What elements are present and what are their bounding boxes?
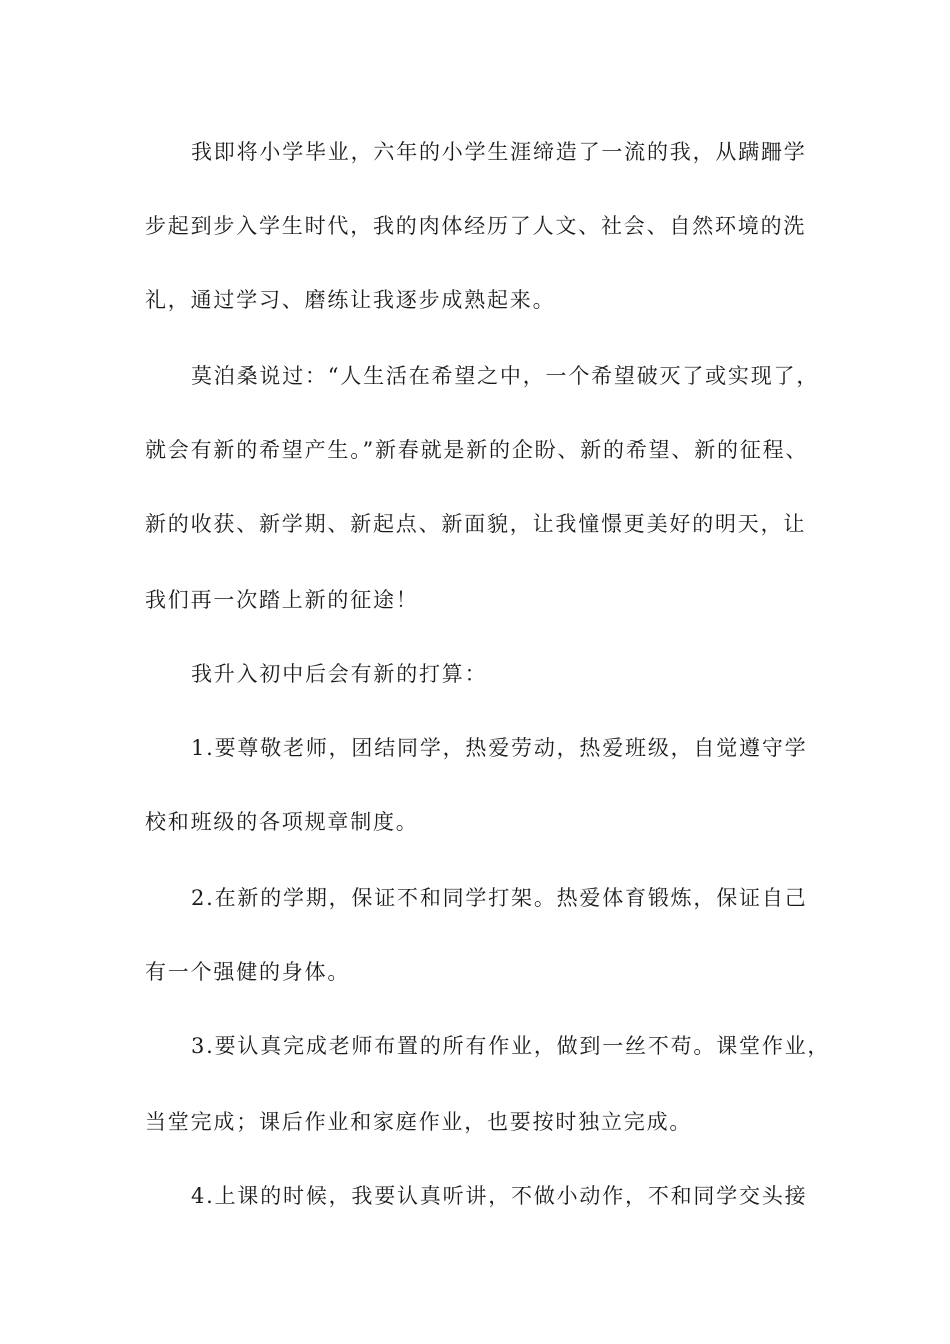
list-item-line: 2.在新的学期，保证不和同学打架。热爱体育锻炼，保证自己: [191, 886, 808, 910]
paragraph-line: 我们再一次踏上新的征途！: [145, 588, 419, 612]
paragraph-line: 礼，通过学习、磨练让我逐步成熟起来。: [145, 288, 556, 312]
paragraph-line: 我即将小学毕业，六年的小学生涯缔造了一流的我，从蹒跚学: [191, 140, 807, 164]
paragraph-line: 新的收获、新学期、新起点、新面貌，让我憧憬更美好的明天，让: [145, 512, 807, 536]
list-item-line: 1.要尊敬老师，团结同学，热爱劳动，热爱班级，自觉遵守学: [191, 736, 808, 760]
list-item-line: 3.要认真完成老师布置的所有作业，做到一丝不苟。课堂作业，: [191, 1034, 831, 1058]
list-item-line: 有一个强健的身体。: [145, 960, 351, 984]
list-item-line: 4.上课的时候，我要认真听讲，不做小动作，不和同学交头接: [191, 1184, 808, 1208]
list-item-line: 校和班级的各项规章制度。: [145, 810, 419, 834]
paragraph-line: 我升入初中后会有新的打算：: [191, 662, 488, 686]
paragraph-line: 就会有新的希望产生。”新春就是新的企盼、新的希望、新的征程、: [145, 438, 809, 462]
list-item-line: 当堂完成；课后作业和家庭作业，也要按时独立完成。: [145, 1110, 693, 1134]
paragraph-line: 步起到步入学生时代，我的肉体经历了人文、社会、自然环境的洗: [145, 214, 807, 238]
paragraph-line: 莫泊桑说过：“人生活在希望之中，一个希望破灭了或实现了，: [191, 364, 820, 388]
